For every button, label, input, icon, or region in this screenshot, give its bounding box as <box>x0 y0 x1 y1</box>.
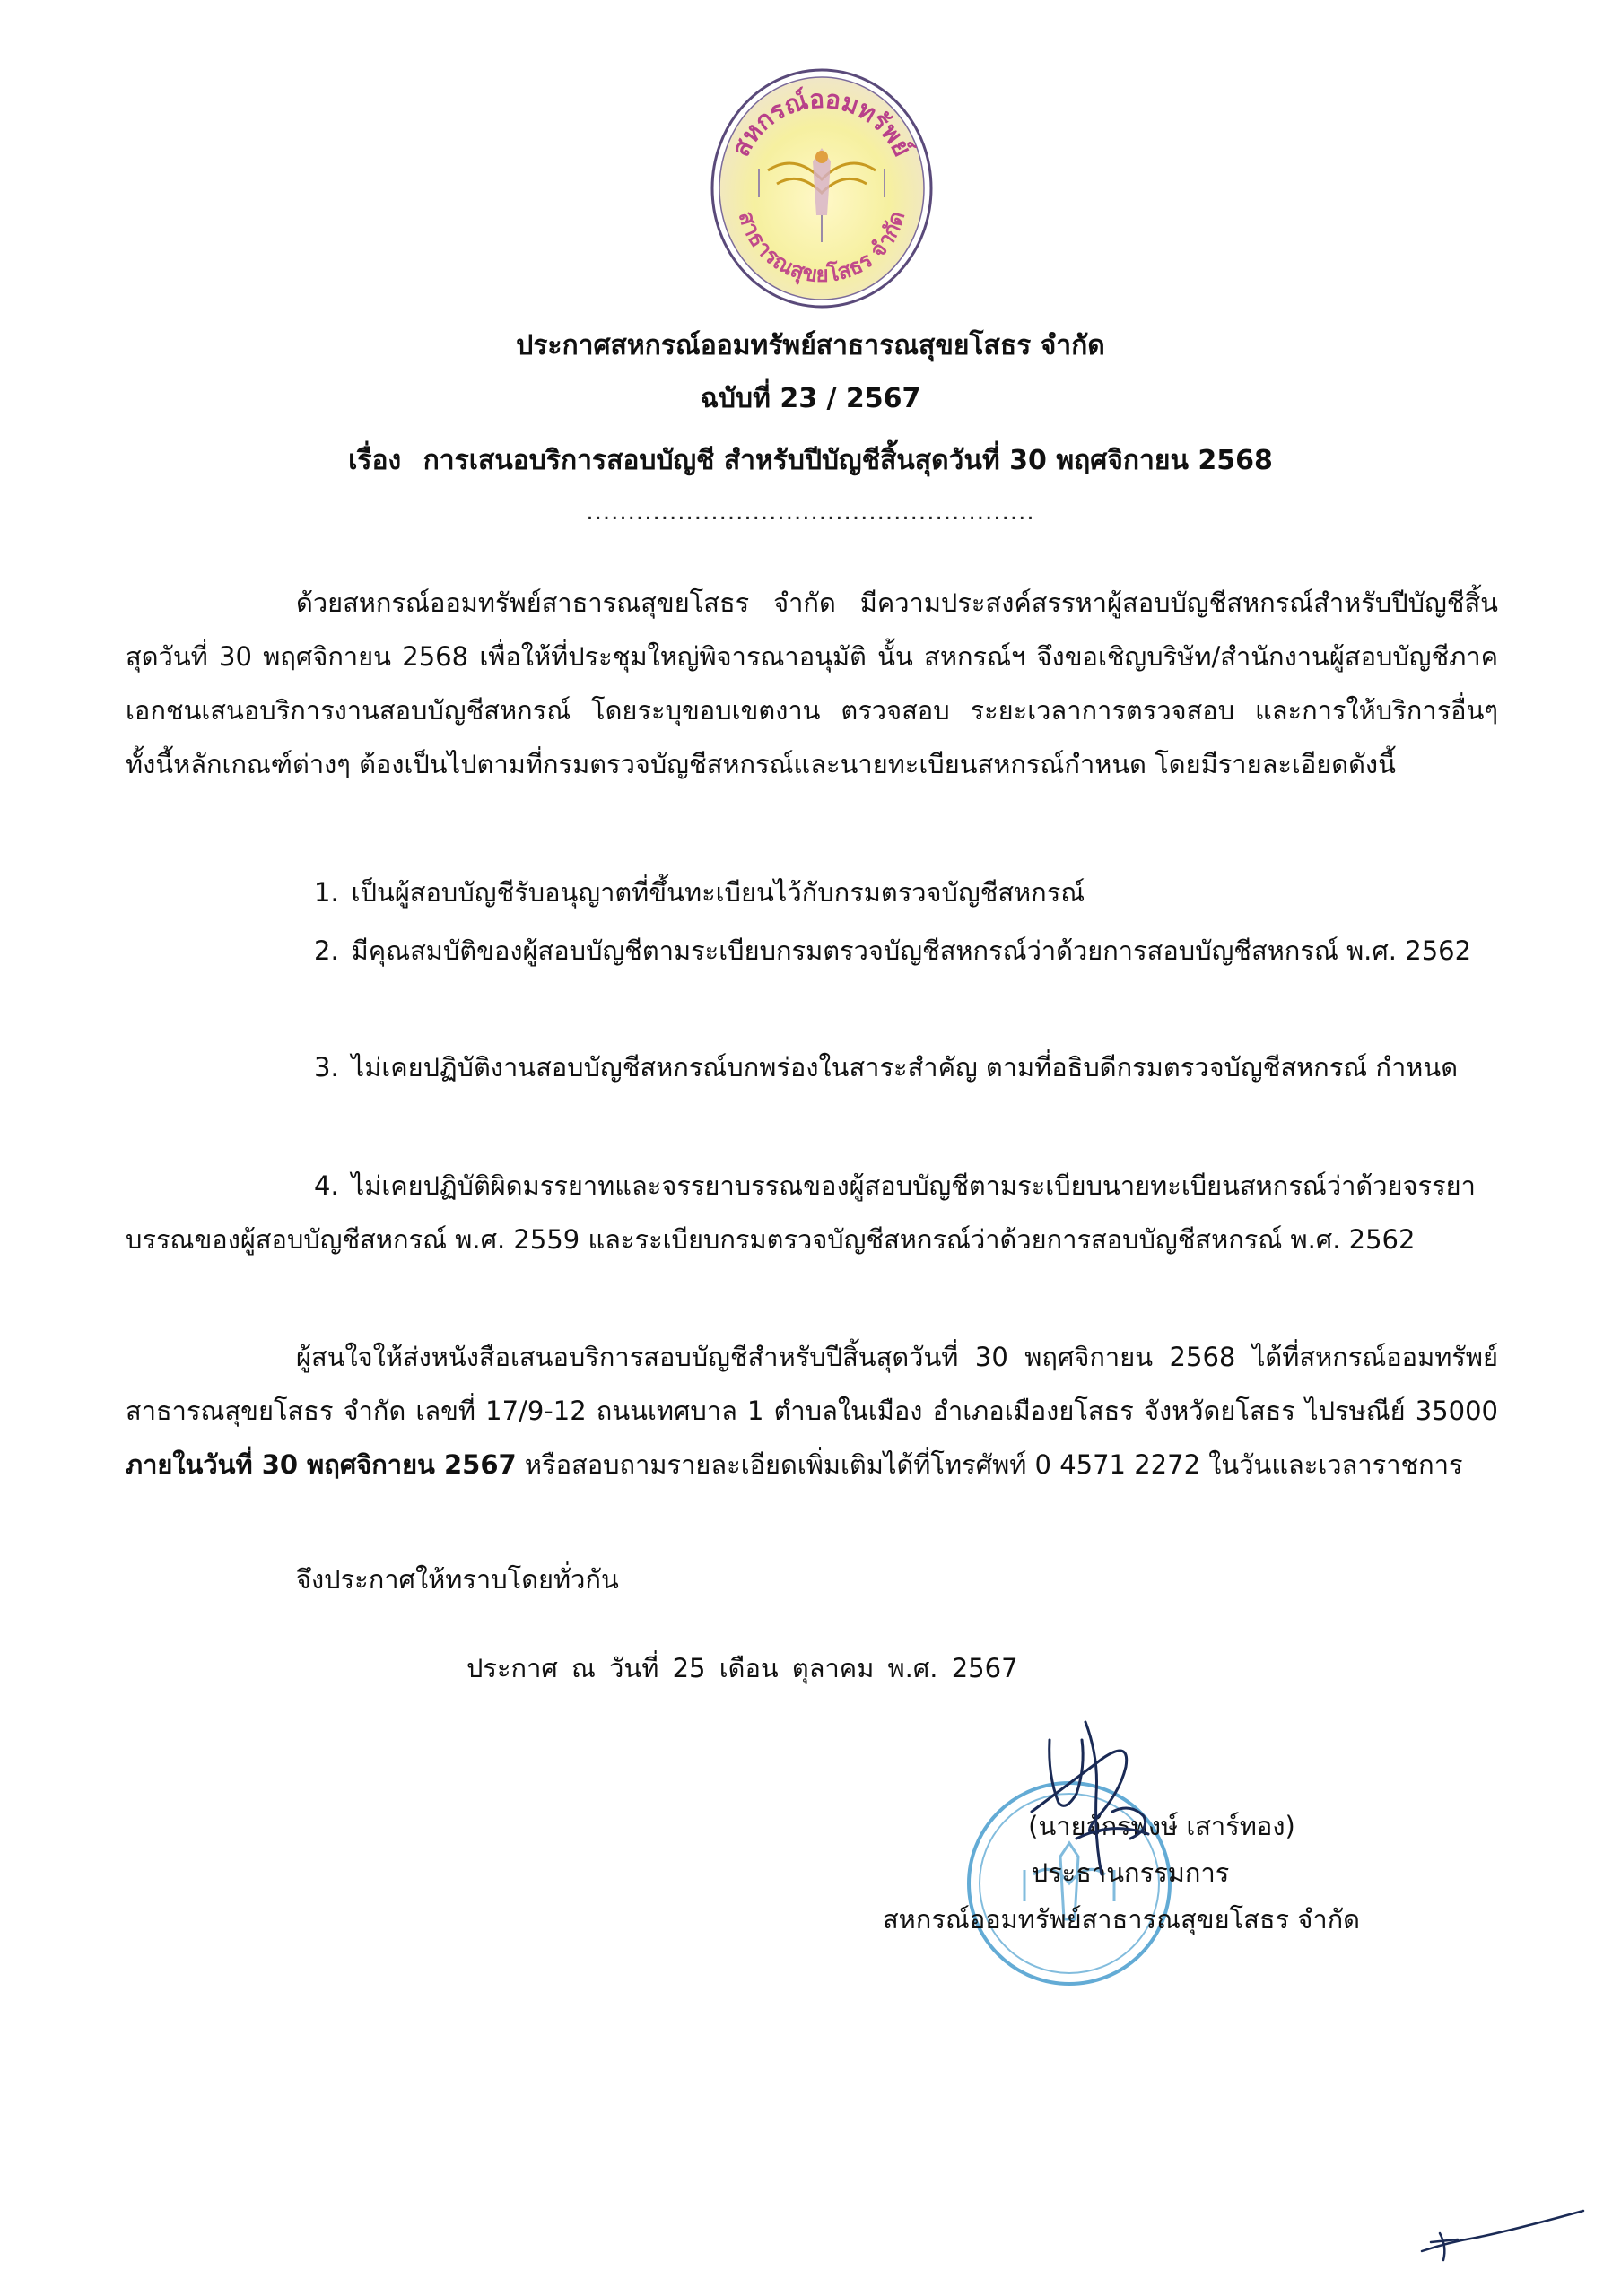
cooperative-seal-icon <box>705 63 938 314</box>
subject-text: การเสนอบริการสอบบัญชี สำหรับปีบัญชีสิ้นสุดวันที่ 30 พฤศจิกายน 2568 <box>423 445 1273 476</box>
item-number: 2. <box>314 935 339 966</box>
item-text: เป็นผู้สอบบัญชีรับอนุญาตที่ขึ้นทะเบียนไว้กับกรมตรวจบัญชีสหกรณ์ <box>351 877 1085 908</box>
signatory-position: ประธานกรรมการ <box>1031 1857 1230 1888</box>
logo-top-text: สหกรณ์ออมทรัพย์ <box>725 83 919 161</box>
subject-label: เรื่อง <box>348 445 402 476</box>
signatory-name: (นายจักรพงษ์ เสาร์ทอง) <box>1028 1811 1295 1841</box>
item-text: ไม่เคยปฏิบัติผิดมรรยาทและจรรยาบรรณของผู้สอบบัญชีตามระเบียบนายทะเบียนสหกรณ์ว่าด้วยจรรยาบรรณของผู้สอบบัญชีสหกรณ์ พ.ศ. 2559 และระเบียบกรมตรวจบัญชีสหกรณ์ว่าด้วยการสอบบัญชีสหกรณ์ พ.ศ. 2562 <box>126 1170 1476 1255</box>
item-number: 1. <box>314 877 339 908</box>
item-text: ไม่เคยปฏิบัติงานสอบบัญชีสหกรณ์บกพร่องในสาระสำคัญ ตามที่อธิบดีกรมตรวจบัญชีสหกรณ์ กำหนด <box>351 1052 1459 1083</box>
logo-bottom-text: สาธารณสุขยโสธร จำกัด <box>733 208 911 288</box>
submission-deadline: ภายในวันที่ 30 พฤศจิกายน 2567 <box>126 1449 517 1480</box>
signatory-organization: สหกรณ์ออมทรัพย์สาธารณสุขยโสธร จำกัด <box>882 1904 1360 1935</box>
contact-paragraph <box>126 1330 1498 1492</box>
issue-number: ฉบับที่ 23 / 2567 <box>700 383 921 414</box>
requirement-item <box>126 1159 1498 1266</box>
corner-pen-mark-icon <box>1413 2202 1592 2265</box>
item-text: มีคุณสมบัติของผู้สอบบัญชีตามระเบียบกรมตรวจบัญชีสหกรณ์ว่าด้วยการสอบบัญชีสหกรณ์ พ.ศ. 2562 <box>351 935 1472 966</box>
announcement-date: ประกาศ ณ วันที่ 25 เดือน ตุลาคม พ.ศ. 2567 <box>466 1653 1018 1683</box>
requirement-item <box>126 865 1498 919</box>
requirement-item <box>126 924 1498 978</box>
announcement-title: ประกาศสหกรณ์ออมทรัพย์สาธารณสุขยโสธร จำกัด <box>516 330 1105 361</box>
intro-paragraph: ด้วยสหกรณ์ออมทรัพย์สาธารณสุขยโสธร จำกัด มีความประสงค์สรรหาผู้สอบบัญชีสหกรณ์สำหรับปีบัญชีสิ้นสุดวันที่ 30 พฤศจิกายน 2568 เพื่อให้ที่ประชุมใหญ่พิจารณาอนุมัติ นั้น สหกรณ์ฯ จึงขอเชิญบริษัท/สำนักงานผู้สอบบัญชีภาคเอกชนเสนอบริการงานสอบบัญชีสหกรณ์ โดยระบุขอบเขตงาน ตรวจสอบ ระยะเวลาการตรวจสอบ และการให้บริการอื่นๆ ทั้งนี้หลักเกณฑ์ต่างๆ ต้องเป็นไปตามที่กรมตรวจบัญชีสหกรณ์และนายทะเบียนสหกรณ์กำหนด โดยมีรายละเอียดดังนี้ <box>126 587 1498 779</box>
item-number: 4. <box>314 1170 339 1201</box>
requirement-item <box>126 1040 1498 1094</box>
dotted-separator: ...................................................... <box>586 499 1035 526</box>
closing-announcement: จึงประกาศให้ทราบโดยทั่วกัน <box>296 1564 619 1595</box>
contact-text-1: ผู้สนใจให้ส่งหนังสือเสนอบริการสอบบัญชีสำหรับปีสิ้นสุดวันที่ 30 พฤศจิกายน 2568 ได้ที่สหกรณ์ออมทรัพย์สาธารณสุขยโสธร จำกัด เลขที่ 17/9-12 ถนนเทศบาล 1 ตำบลในเมือง อำเภอเมืองยโสธร จังหวัดยโสธร ไปรษณีย์ 35000 <box>126 1342 1498 1426</box>
item-number: 3. <box>314 1052 339 1083</box>
contact-text-2: หรือสอบถามรายละเอียดเพิ่มเติมได้ที่โทรศัพท์ 0 4571 2272 ในวันและเวลาราชการ <box>516 1449 1463 1480</box>
subject-line <box>0 443 1621 479</box>
handwritten-signature-icon <box>996 1704 1229 1919</box>
